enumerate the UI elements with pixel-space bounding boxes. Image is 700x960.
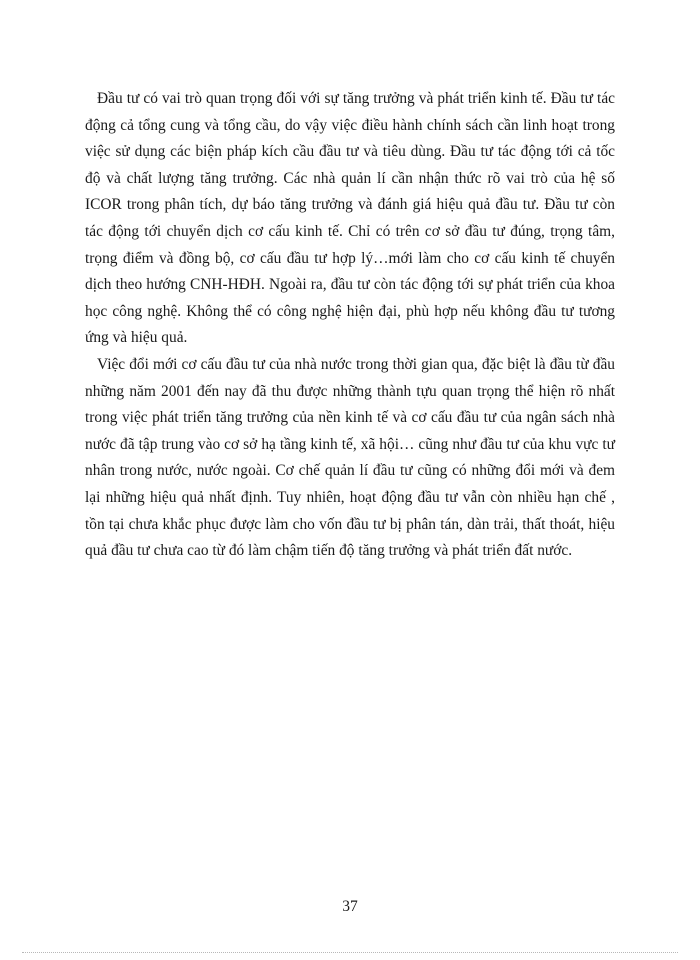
- bottom-divider: [22, 952, 678, 953]
- body-text: [85, 86, 615, 565]
- paragraph-investment-reform: Việc đổi mới cơ cấu đầu tư của nhà nước trong thời gian qua, đặc biệt là đầu từ đầu những năm 2001 đến nay đã thu được những thành tựu quan trọng thể hiện rõ nhất trong việc phát triển tăng trưởng của nền kinh tế và cơ cấu đầu tư của ngân sách nhà nước đã tập trung vào cơ sở hạ tầng kinh tế, xã hội… cũng như đầu tư của khu vực tư nhân trong nước, nước ngoài. Cơ chế quản lí đầu tư cũng có những đổi mới và đem lại những hiệu quả nhất định. Tuy nhiên, hoạt động đầu tư vẫn còn nhiều hạn chế , tồn tại chưa khắc phục được làm cho vốn đầu tư bị phân tán, dàn trải, thất thoát, hiệu quả đầu tư chưa cao từ đó làm chậm tiến độ tăng trưởng và phát triển đất nước.: [85, 355, 615, 560]
- paragraph-investment-role: Đầu tư có vai trò quan trọng đối với sự tăng trưởng và phát triển kinh tế. Đầu tư tác động cả tổng cung và tổng cầu, do vậy việc điều hành chính sách cần linh hoạt trong việc sử dụng các biện pháp kích cầu đầu tư và tiêu dùng. Đầu tư tác động tới cả tốc độ và chất lượng tăng trưởng. Các nhà quản lí cần nhận thức rõ vai trò của hệ số ICOR trong phân tích, dự báo tăng trưởng và đánh giá hiệu quả đầu tư. Đầu tư còn tác động tới chuyển dịch cơ cấu kinh tế. Chỉ có trên cơ sở đầu tư đúng, trọng tâm, trọng điểm và đồng bộ, cơ cấu đầu tư hợp lý…mới làm cho cơ cấu kinh tế chuyển dịch theo hướng CNH-HĐH. Ngoài ra, đầu tư còn tác động tới sự phát triển của khoa học công nghệ. Không thể có công nghệ hiện đại, phù hợp nếu không đầu tư tương ứng và hiệu quả.: [85, 90, 615, 347]
- page-number: 37: [342, 898, 358, 915]
